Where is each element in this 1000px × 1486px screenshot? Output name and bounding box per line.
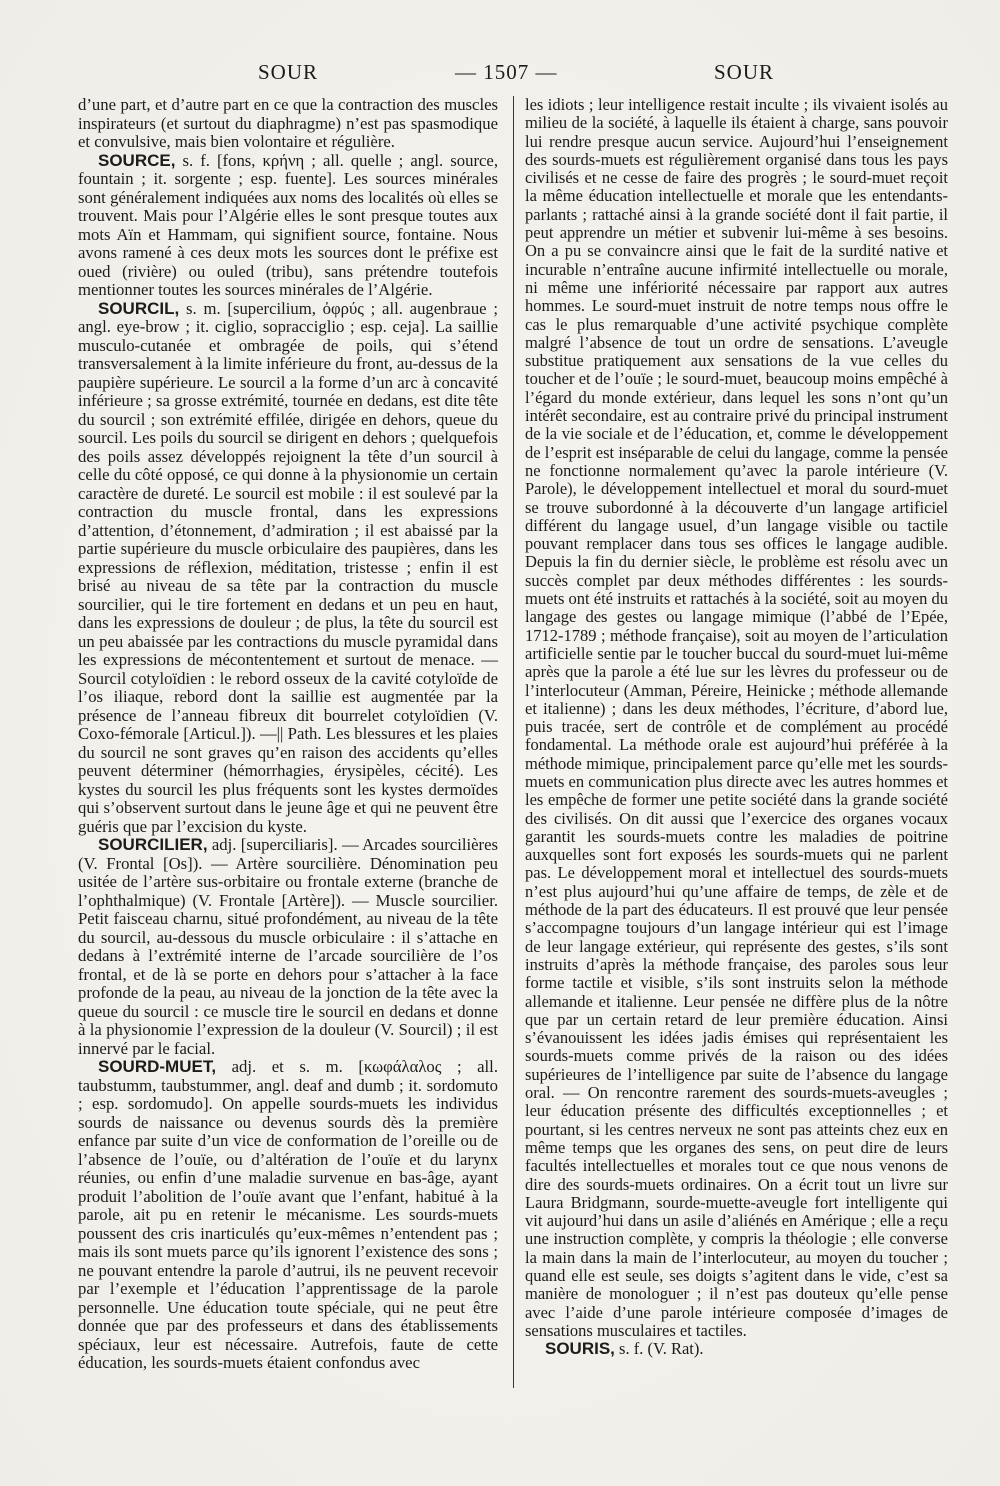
left-column [78,96,498,1373]
headword: SOURCE, [98,150,176,170]
running-header [0,60,1000,90]
header-left-word: SOUR [258,60,319,84]
continuation-paragraph [525,96,948,1340]
headword: SOURCILIER, [98,835,208,854]
entry-souris [525,1340,948,1358]
column-divider [513,96,514,1388]
entry-sourcilier [78,836,498,1058]
headword: SOURCIL, [98,298,180,318]
right-column [525,96,948,1358]
entry-sourcil [78,300,498,837]
entry-source [78,152,498,300]
headword: SOURD-MUET, [98,1057,217,1076]
paragraph-text: les idiots ; leur intelligence restait inculte ; ils vivaient isolés au milieu de la société, à laquelle ils étaient à charge, sans pouvoir lui rendre presque aucun service. Aujourd’hui l’enseignement des sourds-muets est régulièrement organisé dans tous les pays civilisés et ne cesse de faire des progrès ; le sourd-muet reçoit la même éducation intellectuelle et morale que les entendants-parlants ; rattaché ainsi à la grande société dont il fait partie, il peut apprendre un métier et subvenir lui-même à ses besoins. On a pu se convaincre ainsi que le fait de la surdité native et incurable n’entraîne aucune infirmité intellectuelle ou morale, ni même une infériorité nécessaire par rapport aux autres hommes. Le sourd-muet instruit de notre temps nous offre le cas le plus remarquable d’une activité psychique complète malgré l’absence de tout un ordre de sensations. L’aveugle substitue pratiquement aux sensations de la vue celles du toucher et de l’ouïe ; le sourd-muet, beaucoup moins empêché à l’égard du monde extérieur, dans lequel les sons n’ont qu’un intérêt secondaire, est au contraire privé du principal instrument de la vie sociale et de l’éducation, et, comme le développement de l’esprit est inséparable de celui du langage, comme la pensée ne fonctionne normalement qu’avec la parole intérieure (V. Parole), le développement intellectuel et moral du sourd-muet se trouve subordonné à la découverte d’un langage artificiel différent du langage usuel, d’un langage visible ou tactile pouvant remplacer dans tous ses offices le langage audible. Depuis la fin du dernier siècle, le problème est résolu avec un succès complet par deux méthodes différentes : les sourds-muets ont été instruits et rattachés à la société, soit au moyen du langage des gestes ou langage mimique (l’abbé de l’Epée, 1712-1789 ; méthode française), soit au moyen de l’articulation artificielle sentie par le toucher buccal du sourd-muet lui-même après que la parole a été lue sur les lèvres du professeur ou de l’interlocuteur (Amman, Péreire, Heinicke ; méthode allemande et italienne) ; dans les deux méthodes, l’écriture, d’abord lue, puis tracée, sert de contrôle et de complément au procédé fondamental. La méthode orale est aujourd’hui préférée à la méthode mimique, principalement parce qu’elle met les sourds-muets en communication plus directe avec les autres hommes et les empêche de former une petite société dans la grande société des civilisés. On dit aussi que l’exercice des organes vocaux garantit les sourds-muets contre les maladies de poitrine auxquelles sont fort exposés les sourds-muets qui ne parlent pas. Le développement moral et intellectuel des sourds-muets n’est plus aujourd’hui qu’une affaire de temps, de zèle et de méthode de la part des éducateurs. Il est prouvé que leur pensée s’accompagne toujours d’un langage intérieur qui est l’image de leur langage extérieur, qui représente des gestes, s’ils sont instruits d’après la méthode française, des paroles sous leur forme tactile et visible, s’ils sont instruits selon la méthode allemande et italienne. Leur pensée ne diffère plus de la nôtre que par un certain retard de leur première éducation. Ainsi s’évanouissent les idées jadis émises qui représentaient les sourds-muets comme privés de la raison ou des idées supérieures de l’intelligence par suite de l’absence du langage oral. — On rencontre rarement des sourds-muets-aveugles ; leur éducation présente des difficultés exceptionnelles ; et pourtant, si les centres nerveux ne sont pas atteints chez eux en même temps que les organes des sens, on peut dire de leurs facultés intellectuelles et morales tout ce que nous venons de dire des sourds-muets ordinaires. On a écrit tout un livre sur Laura Bridgmann, sourde-muette-aveugle fort intelligente qui vit aujourd’hui dans un asile d’aliénés en Amérique ; elle a reçu une instruction complète, y compris la théologie ; elle converse la main dans la main de l’interlocuteur, au moyen du toucher ; quand elle est seule, ses doigts s’agitent dans le vide, c’est sa manière de monologuer ; il n’est pas douteux qu’elle pense avec l’aide d’une parole intérieure composée d’images de sensations musculaires et tactiles. [525,95,948,1340]
entry-text: adj. et s. m. [κωφάλαλος ; all. taubstumm, taubstummer, angl. deaf and dumb ; it. sordomuto ; esp. sordomudo]. On appelle sourds-muets les individus sourds de naissance ou devenus sourds dès la première enfance par suite d’un vice de conformation de l’oreille ou de l’absence de l’ouïe, ou d’altération de l’ouïe et du larynx réunies, ou enfin d’une maladie survenue en bas-âge, ayant produit l’abolition de l’ouïe avant que l’enfant, habitué à la parole, ait pu en retenir le mécanisme. Les sourds-muets poussent des cris inarticulés qu’eux-mêmes n’entendent pas ; mais ils sont muets parce qu’ils ignorent l’existence des sons ; ne pouvant entendre la parole d’autrui, ils ne peuvent recevoir par l’exemple et l’éducation l’apprentissage de la parole personnelle. Une éducation toute spéciale, qui ne peut être donnée que par des professeurs et dans des établissements spéciaux, leur est nécessaire. Autrefois, faute de cette éducation, les sourds-muets étaient confondus avec [78,1057,498,1372]
paragraph-text: d’une part, et d’autre part en ce que la contraction des muscles inspirateurs (et surtout du diaphragme) n’est pas spasmodique et convulsive, mais bien volontaire et régulière. [78,95,498,151]
entry-text: s. f. [fons, κρήνη ; all. quelle ; angl. source, fountain ; it. sorgente ; esp. fuente]. Les sources minérales sont généralement indiquées aux noms des localités où elles se trouvent. Mais pour l’Algérie elles le sont presque toutes aux mots Aïn et Hammam, qui signifient source, fontaine. Nous avons ramené à ces deux mots les sources dont le préfixe est oued (rivière) ou ouled (tribu), sans prétendre toutefois mentionner toutes les sources minérales de l’Algérie. [78,150,498,299]
entry-text: adj. [superciliaris]. — Arcades sourcilières (V. Frontal [Os]). — Artère sourcilière. Dénomination peu usitée de l’artère sus-orbitaire ou frontale externe (branche de l’ophthalmique) (V. Frontale [Artère]). — Muscle sourcilier. Petit faisceau charnu, situé profondément, au niveau de la tête du sourcil, au-dessous du muscle orbiculaire : il s’attache en dedans à l’extrémité interne de l’arcade sourcilière de l’os frontal, et de là se porte en dehors pour s’attacher à la face profonde de la peau, au niveau de la jonction de la tête avec la queue du sourcil : ce muscle tire le sourcil en dedans et donne à la physionomie l’expression de la douleur (V. Sourcil) ; il est innervé par le facial. [78,835,498,1058]
continuation-paragraph [78,96,498,152]
entry-text: s. m. [supercilium, ὀφρύς ; all. augenbraue ; angl. eye-brow ; it. ciglio, sopracciglio ; esp. ceja]. La saillie musculo-cutanée et ombragée de poils, qui s’étend transversalement à la limite inférieure du front, au-dessus de la paupière supérieure. Le sourcil a la forme d’un arc à concavité inférieure ; sa grosse extrémité, tournée en dedans, est dite tête du sourcil ; son extrémité effilée, dirigée en dehors, queue du sourcil. Les poils du sourcil se dirigent en dehors ; quelquefois des poils assez développés rejoignent la tête d’un sourcil à celle du côté opposé, ce qui donne à la physionomie un certain caractère de dureté. Le sourcil est mobile : il est soulevé par la contraction du muscle frontal, dans les expressions d’attention, d’étonnement, d’admiration ; il est abaissé par la partie supérieure du muscle orbiculaire des paupières, dans les expressions de réflexion, méditation, tristesse ; enfin il est brisé au niveau de sa tête par la contraction du muscle sourcilier, qui le tire fortement en dedans et un peu en haut, dans les expressions de douleur ; de plus, la tête du sourcil est un peu abaissée par les contractions du muscle pyramidal dans les expressions de mécontentement et surtout de menace. — Sourcil cotyloïdien : le rebord osseux de la cavité cotyloïde de l’os iliaque, rebord dont la saillie est augmentée par la présence de l’anneau fibreux dit bourrelet cotyloïdien (V. Coxo-fémorale [Articul.]). —|| Path. Les blessures et les plaies du sourcil ne sont graves qu’en raison des accidents qu’elles peuvent déterminer (hémorrhagies, érysipèles, cécité). Les kystes du sourcil les plus fréquents sont les kystes dermoïdes qui s’observent surtout dans le jeune âge et qui ne peuvent être guéris que par l’excision du kyste. [78,298,498,836]
page-number: — 1507 — [455,60,558,84]
entry-sourd-muet [78,1058,498,1373]
header-right-word: SOUR [714,60,775,84]
headword: SOURIS, [545,1339,615,1359]
entry-text: s. f. (V. Rat). [614,1339,704,1359]
